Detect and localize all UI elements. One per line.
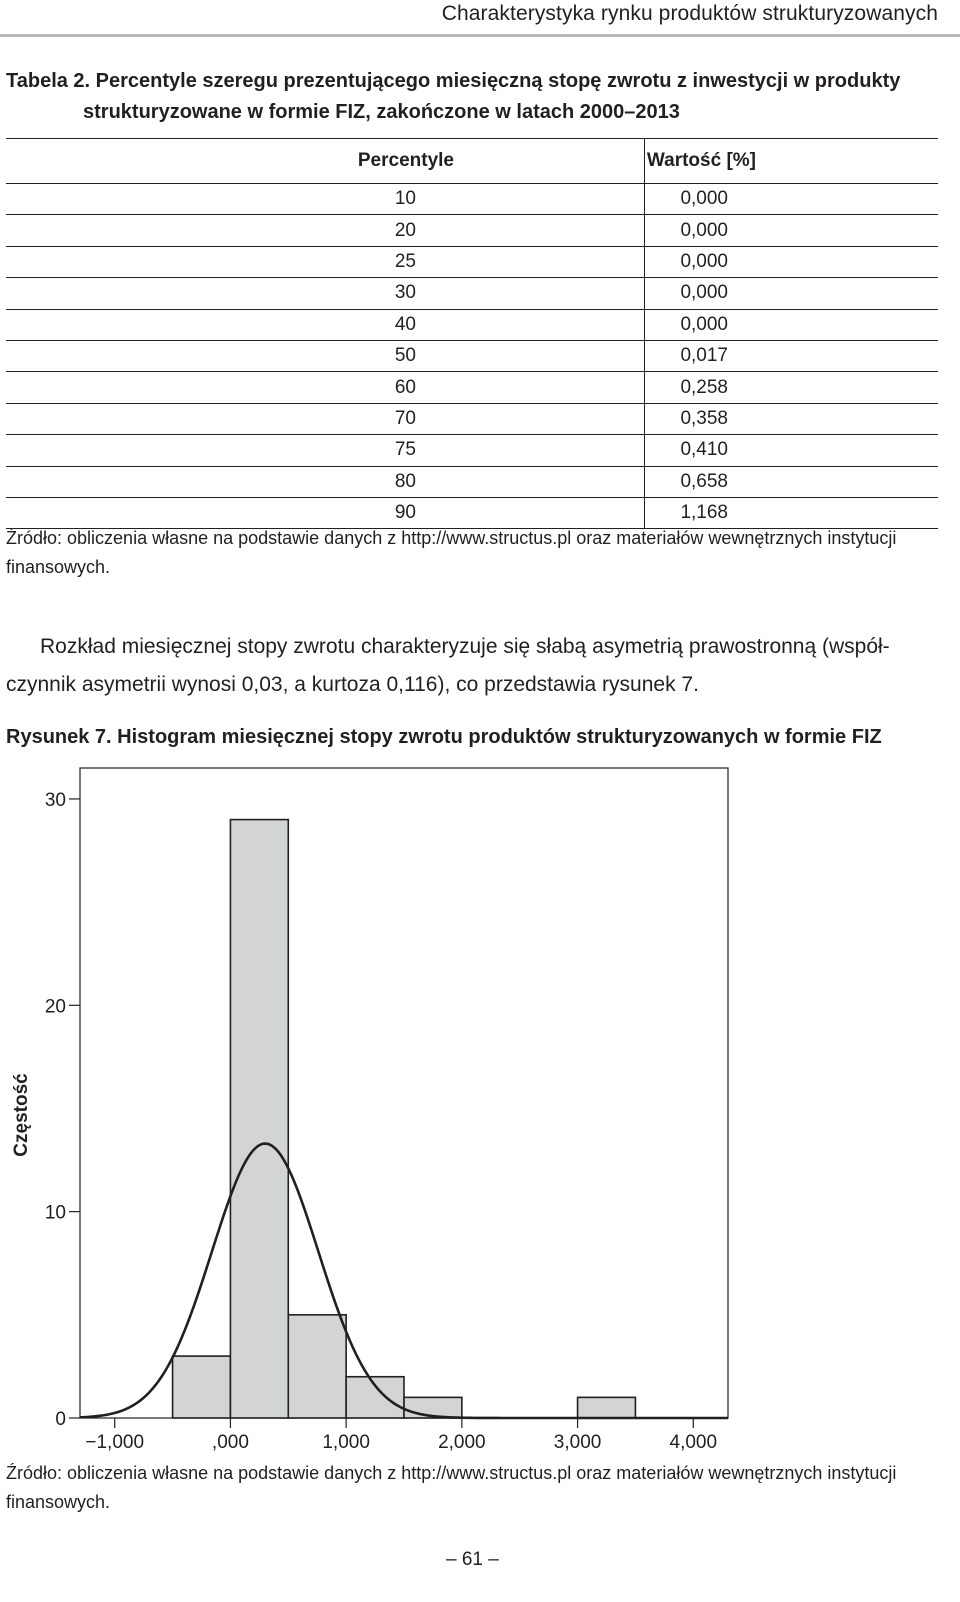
percentile-cell: 30	[6, 278, 645, 309]
figure-source-line-1: Źródło: obliczenia własne na podstawie danych z http://www.structus.pl oraz materiałów wewnętrznych instytucji	[6, 1463, 897, 1483]
value-cell: 1,168	[645, 497, 939, 528]
y-tick-label: 10	[44, 1202, 66, 1224]
percentile-cell: 70	[6, 403, 645, 434]
value-cell: 0,017	[645, 340, 939, 371]
table-source-line-1: Źródło: obliczenia własne na podstawie danych z http://www.structus.pl oraz materiałów wewnętrznych instytucji	[6, 528, 897, 548]
histogram-chart	[0, 760, 960, 1460]
table-source	[6, 524, 941, 582]
percentile-cell: 75	[6, 435, 645, 466]
table-row	[6, 246, 938, 277]
y-tick-label: 0	[55, 1409, 66, 1430]
x-tick-label: 4,000	[669, 1432, 718, 1453]
paragraph-line-1: Rozkład miesięcznej stopy zwrotu charakteryzuje się słabą asymetrią prawostronną (współ-	[40, 635, 890, 658]
table-row	[6, 435, 938, 466]
x-tick-label: −1,000	[85, 1432, 145, 1453]
x-tick-label: ,000	[211, 1432, 249, 1453]
histogram-bar	[346, 1377, 404, 1418]
figure-source	[6, 1459, 941, 1517]
plot-frame	[80, 768, 728, 1418]
value-cell: 0,410	[645, 435, 939, 466]
figure-caption: Rysunek 7. Histogram miesięcznej stopy zwrotu produktów strukturyzowanych w formie FIZ	[6, 726, 882, 748]
histogram-bar	[173, 1356, 231, 1418]
y-tick-label: 20	[44, 996, 66, 1018]
x-tick-label: 3,000	[553, 1432, 602, 1453]
table-source-line-2: finansowych.	[6, 557, 111, 577]
table-row	[6, 278, 938, 309]
table-row	[6, 466, 938, 497]
histogram-bar	[288, 1315, 346, 1418]
value-cell: 0,000	[645, 246, 939, 277]
table-caption	[6, 66, 936, 128]
percentile-cell: 60	[6, 372, 645, 403]
running-header: Charakterystyka rynku produktów strukturyzowanych	[441, 2, 938, 25]
percentile-cell: 40	[6, 309, 645, 340]
value-cell: 0,000	[645, 215, 939, 246]
table-caption-line-2: strukturyzowane w formie FIZ, zakończone w latach 2000–2013	[83, 101, 680, 123]
histogram-bar	[578, 1397, 636, 1418]
histogram-bar	[230, 820, 288, 1418]
table-row	[6, 309, 938, 340]
percentile-cell: 90	[6, 497, 645, 528]
percentile-cell: 10	[6, 184, 645, 215]
x-tick-label: 2,000	[438, 1432, 486, 1453]
header-rule	[0, 34, 960, 37]
percentile-cell: 20	[6, 215, 645, 246]
percentile-cell: 25	[6, 246, 645, 277]
value-cell: 0,358	[645, 403, 939, 434]
table-row	[6, 403, 938, 434]
body-paragraph	[6, 628, 941, 704]
paragraph-line-2: czynnik asymetrii wynosi 0,03, a kurtoza 0,116), co przedstawia rysunek 7.	[6, 673, 699, 696]
value-cell: 0,000	[645, 184, 939, 215]
y-tick-label: 30	[44, 789, 66, 811]
percentile-table	[6, 138, 938, 529]
x-tick-label: 1,000	[322, 1432, 370, 1453]
figure-source-line-2: finansowych.	[6, 1492, 111, 1512]
table-row	[6, 215, 938, 246]
table-header-row	[6, 139, 938, 184]
table-caption-line-1: Tabela 2. Percentyle szeregu prezentującego miesięczną stopę zwrotu z inwestycji w produkty	[6, 70, 901, 92]
value-cell: 0,000	[645, 278, 939, 309]
value-cell: 0,258	[645, 372, 939, 403]
y-axis-label: Częstość	[11, 1073, 32, 1157]
percentile-cell: 80	[6, 466, 645, 497]
value-cell: 0,000	[645, 309, 939, 340]
column-header-wartosc: Wartość [%]	[645, 139, 939, 184]
value-cell: 0,658	[645, 466, 939, 497]
table-row	[6, 184, 938, 215]
table-row	[6, 372, 938, 403]
table-row	[6, 340, 938, 371]
page-number: – 61 –	[446, 1549, 499, 1570]
column-header-percentyle: Percentyle	[6, 139, 645, 184]
percentile-cell: 50	[6, 340, 645, 371]
